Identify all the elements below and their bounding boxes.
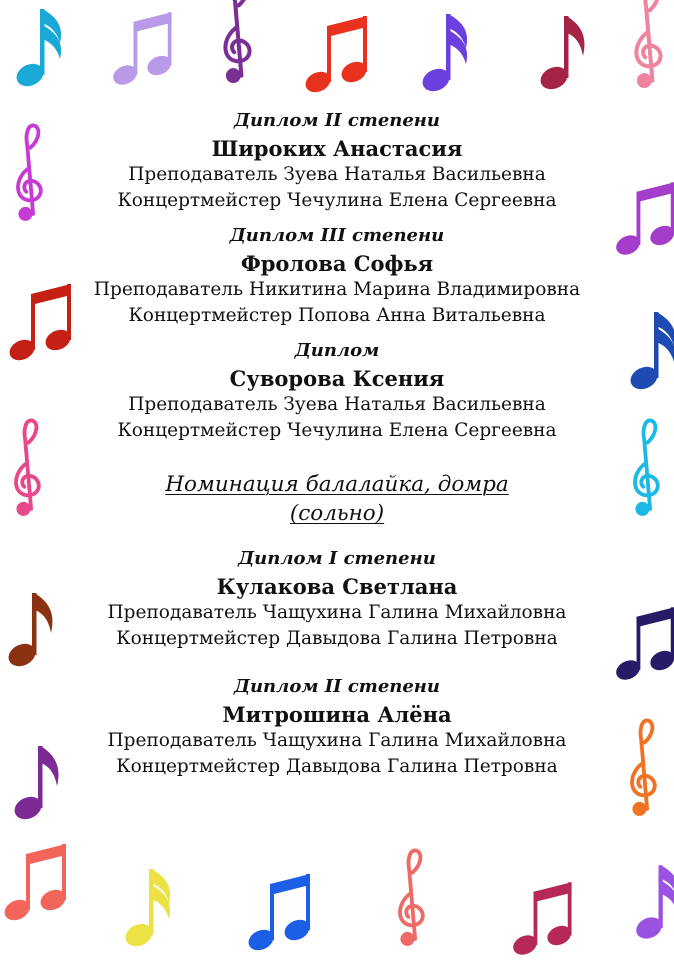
nomination-title: Номинация балалайка, домра (165, 472, 509, 497)
teacher-line: Преподаватель Зуева Наталья Васильевна (128, 164, 546, 185)
award-title: Диплом I степени (238, 548, 436, 569)
teacher-line: Преподаватель Чащухина Галина Михайловна (107, 730, 567, 751)
award-title: Диплом III степени (229, 225, 445, 246)
participant-name: Широких Анастасия (211, 136, 463, 161)
accompanist-line: Концертмейстер Попова Анна Витальевна (128, 305, 546, 326)
participant-name: Суворова Ксения (229, 366, 445, 391)
participant-name: Кулакова Светлана (216, 574, 458, 599)
teacher-line: Преподаватель Никитина Марина Владимировна (93, 279, 581, 300)
accompanist-line: Концертмейстер Давыдова Галина Петровна (116, 756, 558, 777)
award-title: Диплом II степени (233, 676, 441, 697)
award-title: Диплом (294, 340, 380, 361)
teacher-line: Преподаватель Зуева Наталья Васильевна (128, 394, 546, 415)
accompanist-line: Концертмейстер Чечулина Елена Сергеевна (117, 420, 557, 441)
teacher-line: Преподаватель Чащухина Галина Михайловна (107, 602, 567, 623)
nomination-subtitle: (сольно) (289, 501, 385, 526)
accompanist-line: Концертмейстер Чечулина Елена Сергеевна (117, 190, 557, 211)
award-title: Диплом II степени (233, 110, 441, 131)
accompanist-line: Концертмейстер Давыдова Галина Петровна (116, 628, 558, 649)
participant-name: Митрошина Алёна (222, 702, 452, 727)
participant-name: Фролова Софья (240, 251, 434, 276)
